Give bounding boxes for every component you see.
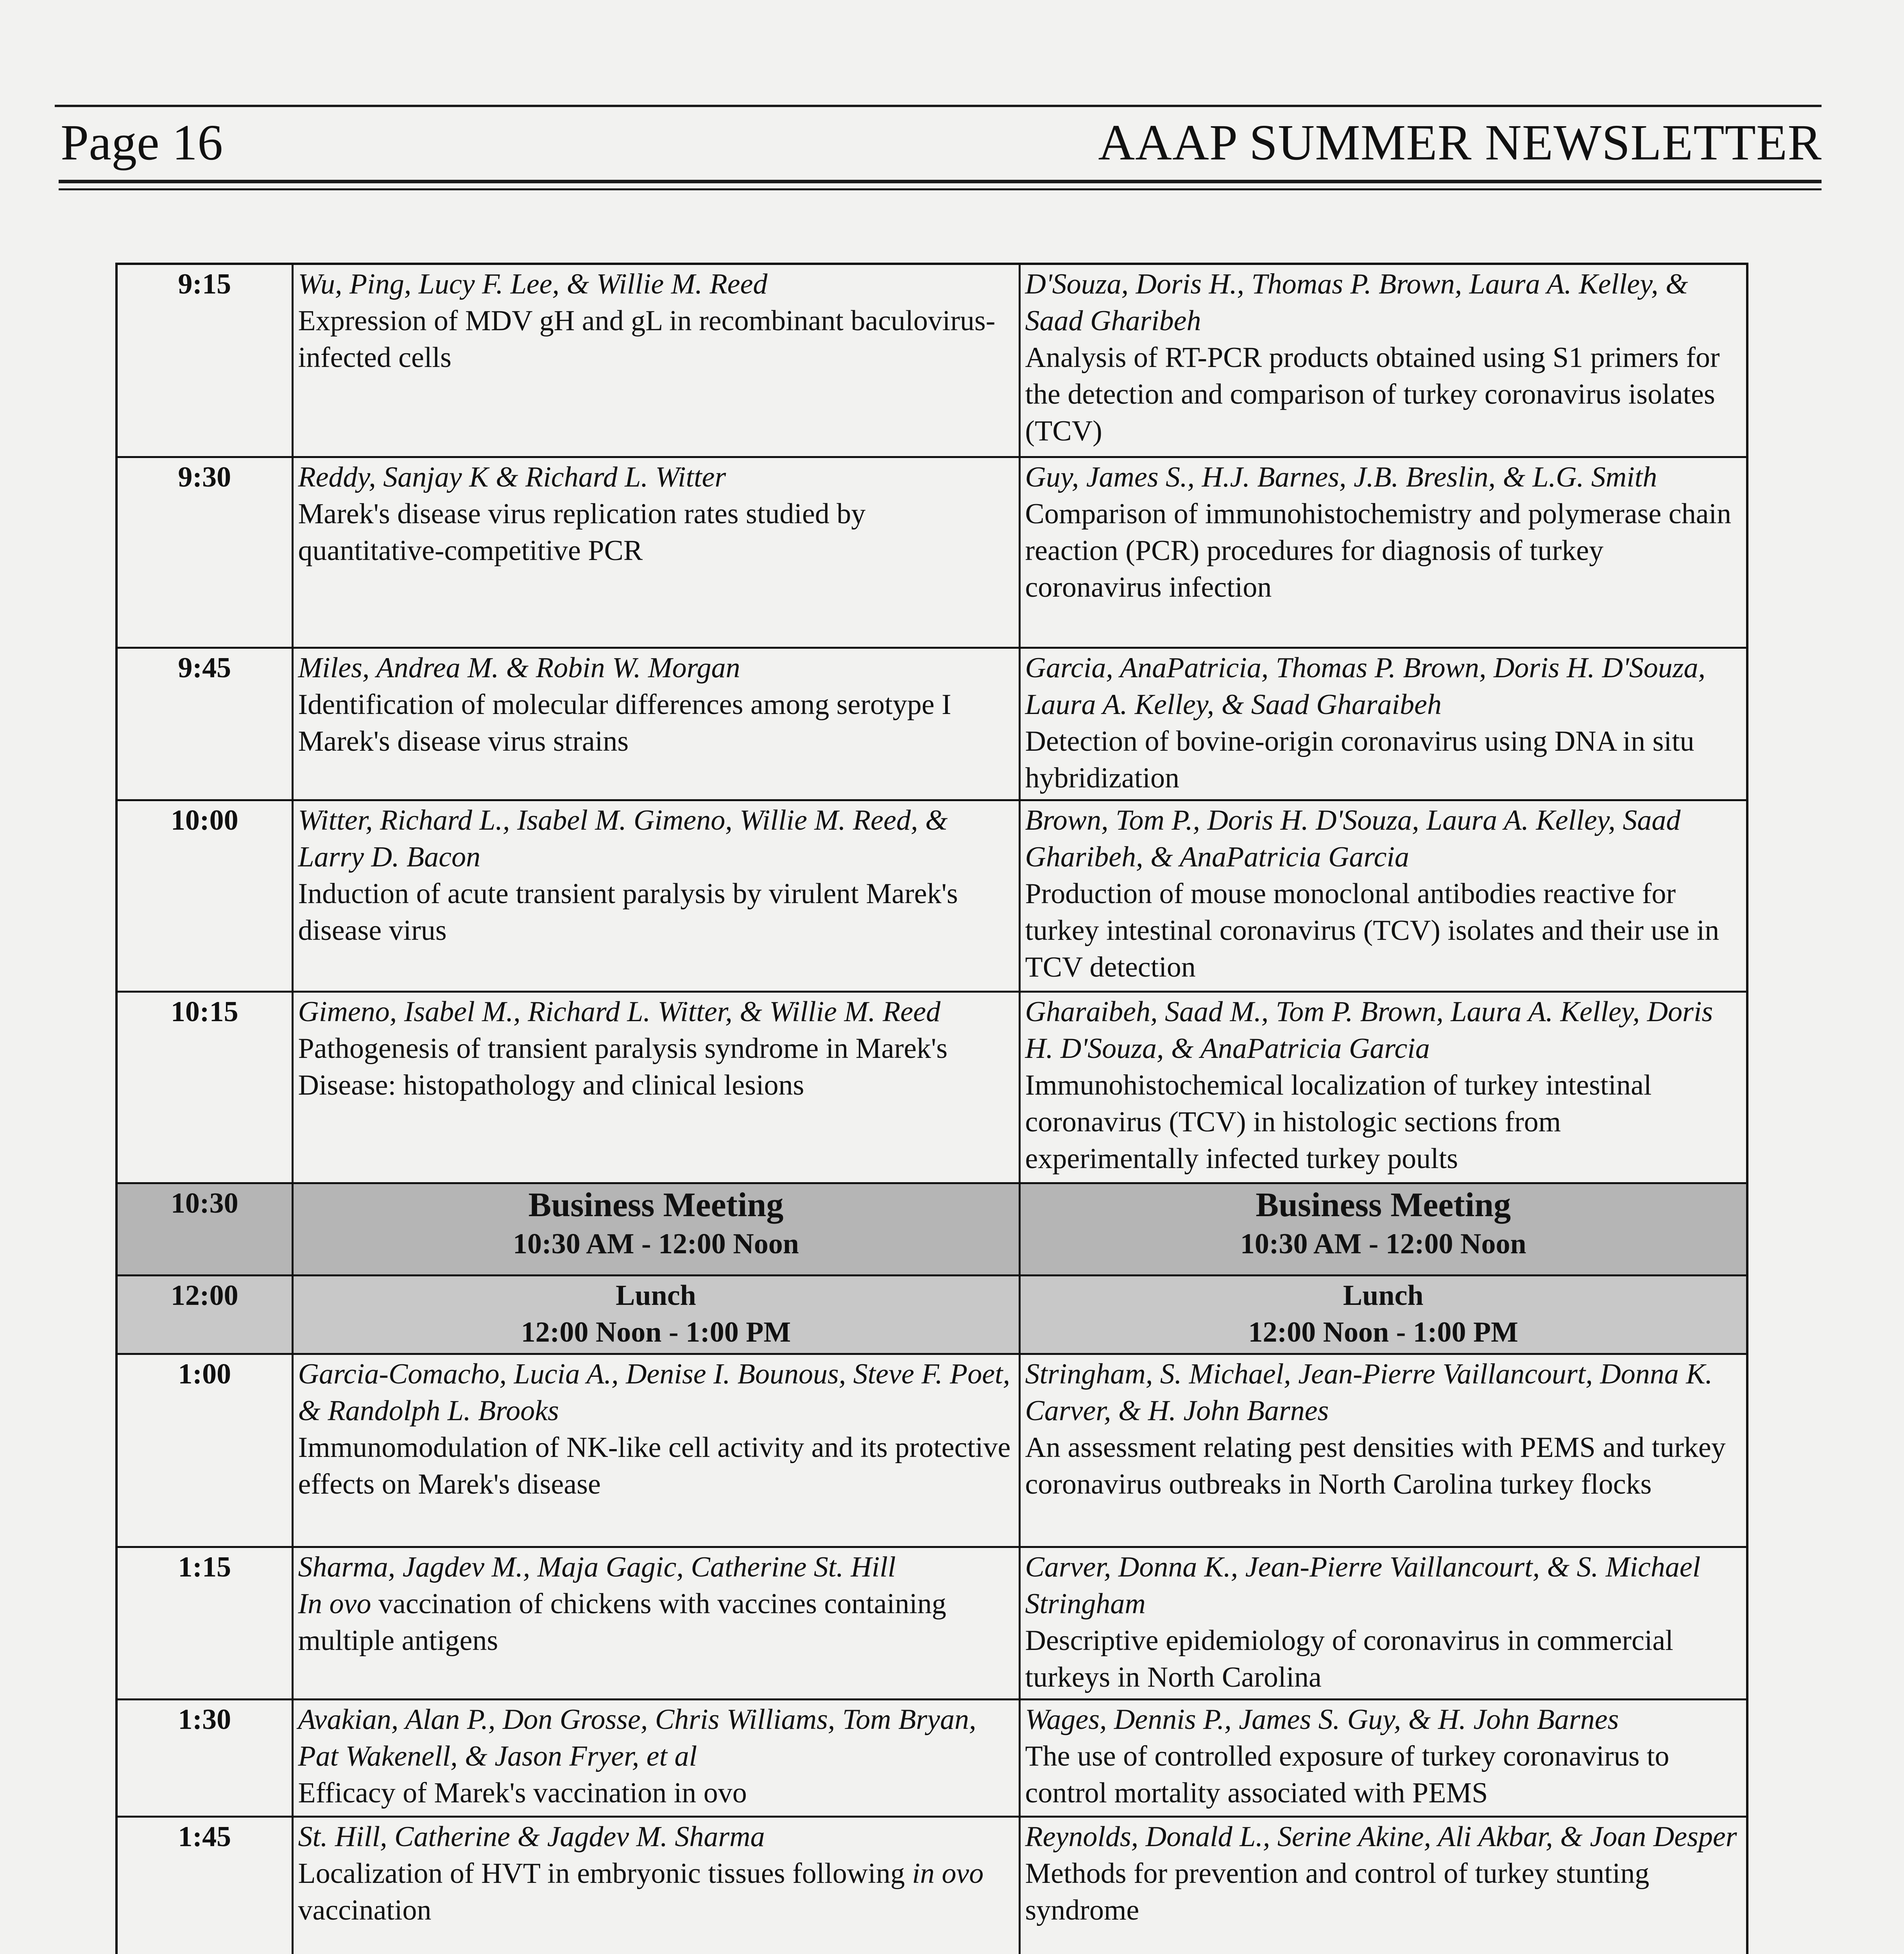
top-rule [55,105,1822,107]
session-b-cell [1019,1547,1747,1699]
session-b-cell [1019,264,1747,457]
session-a-cell [292,264,1019,457]
business-meeting-row [116,1183,1747,1275]
session-a-cell [292,1354,1019,1547]
paper-title: Immunohistochemical localization of turkey intestinal coronavirus (TCV) in histologic sections from experimentally infected turkey poults [1025,1069,1652,1175]
table-row [116,1699,1747,1816]
session-b-cell [1019,991,1747,1183]
event-title: Business Meeting [528,1186,784,1224]
lunch-row [116,1275,1747,1354]
time-cell: 9:15 [116,264,292,457]
time-cell: 10:30 [116,1183,292,1275]
paper-title: The use of controlled exposure of turkey coronavirus to control mortality associated with PEMS [1025,1740,1669,1809]
event-title: Lunch [1343,1279,1424,1312]
event-title: Lunch [616,1279,696,1312]
paper-title: Methods for prevention and control of turkey stunting syndrome [1025,1857,1650,1926]
paper-title [298,1855,1014,1929]
title-emphasis: in ovo [912,1857,984,1890]
authors: Miles, Andrea M. & Robin W. Morgan [298,651,740,684]
paper-title: Identification of molecular differences among serotype I Marek's disease virus strains [298,688,951,757]
table-row [116,800,1747,991]
authors: Wages, Dennis P., James S. Guy, & H. John Barnes [1025,1703,1619,1736]
newsletter-title: AAAP SUMMER NEWSLETTER [1098,115,1822,171]
event-hours: 12:00 Noon - 1:00 PM [1248,1316,1519,1348]
table-row [116,991,1747,1183]
paper-title: Detection of bovine-origin coronavirus using DNA in situ hybridization [1025,725,1694,794]
paper-title [298,1585,1014,1659]
title-rest: vaccination of chickens with vaccines containing multiple antigens [298,1587,946,1657]
authors: D'Souza, Doris H., Thomas P. Brown, Laura A. Kelley, & Saad Gharibeh [1025,268,1688,337]
time-cell: 10:00 [116,800,292,991]
paper-title: Analysis of RT-PCR products obtained using S1 primers for the detection and comparison of turkey coronavirus isolates (TCV) [1025,342,1720,447]
paper-title: An assessment relating pest densities with PEMS and turkey coronavirus outbreaks in North Carolina turkey flocks [1025,1431,1726,1500]
time-cell: 9:45 [116,648,292,800]
session-b-cell [1019,648,1747,800]
time-cell: 1:15 [116,1547,292,1699]
session-b-cell [1019,1354,1747,1547]
authors: Stringham, S. Michael, Jean-Pierre Vaillancourt, Donna K. Carver, & H. John Barnes [1025,1358,1713,1427]
authors: Witter, Richard L., Isabel M. Gimeno, Willie M. Reed, & Larry D. Bacon [298,804,948,873]
header-rule-thin [59,188,1822,190]
paper-title: Immunomodulation of NK-like cell activity and its protective effects on Marek's disease [298,1431,1011,1500]
lunch-cell-a [292,1275,1019,1354]
authors: Reynolds, Donald L., Serine Akine, Ali Akbar, & Joan Desper [1025,1820,1737,1853]
time-cell: 12:00 [116,1275,292,1354]
authors: Wu, Ping, Lucy F. Lee, & Willie M. Reed [298,268,768,300]
paper-title: Expression of MDV gH and gL in recombinant baculovirus-infected cells [298,305,996,374]
header-rule-thick [59,180,1822,183]
authors: Gharaibeh, Saad M., Tom P. Brown, Laura A. Kelley, Doris H. D'Souza, & AnaPatricia Garcia [1025,995,1713,1065]
title-emphasis: In ovo [298,1587,371,1620]
time-cell: 1:30 [116,1699,292,1816]
title-rest: vaccination [298,1894,432,1926]
session-b-cell [1019,457,1747,648]
time-cell: 10:15 [116,991,292,1183]
authors: Garcia, AnaPatricia, Thomas P. Brown, Doris H. D'Souza, Laura A. Kelley, & Saad Gharaibeh [1025,651,1706,721]
time-cell: 1:45 [116,1816,292,1954]
session-a-cell [292,1547,1019,1699]
session-a-cell [292,1699,1019,1816]
authors: Sharma, Jagdev M., Maja Gagic, Catherine St. Hill [298,1551,896,1583]
session-a-cell [292,648,1019,800]
business-meeting-cell-a [292,1183,1019,1275]
time-cell: 1:00 [116,1354,292,1547]
page-number: Page 16 [61,115,223,171]
paper-title: Pathogenesis of transient paralysis syndrome in Marek's Disease: histopathology and clinical lesions [298,1032,948,1101]
session-a-cell [292,1816,1019,1954]
authors: Gimeno, Isabel M., Richard L. Witter, & Willie M. Reed [298,995,941,1028]
session-a-cell [292,800,1019,991]
session-b-cell [1019,800,1747,991]
table-row [116,1354,1747,1547]
authors: Carver, Donna K., Jean-Pierre Vaillancourt, & S. Michael Stringham [1025,1551,1701,1620]
time-cell: 9:30 [116,457,292,648]
authors: Garcia-Comacho, Lucia A., Denise I. Bounous, Steve F. Poet, & Randolph L. Brooks [298,1358,1010,1427]
business-meeting-cell-b [1019,1183,1747,1275]
table-row [116,1816,1747,1954]
lunch-cell-b [1019,1275,1747,1354]
authors: St. Hill, Catherine & Jagdev M. Sharma [298,1820,765,1853]
paper-title: Efficacy of Marek's vaccination in ovo [298,1777,747,1809]
session-b-cell [1019,1699,1747,1816]
paper-title: Marek's disease virus replication rates studied by quantitative-competitive PCR [298,497,866,567]
table-row [116,457,1747,648]
table-row [116,1547,1747,1699]
event-hours: 10:30 AM - 12:00 Noon [513,1228,799,1260]
event-title: Business Meeting [1256,1186,1511,1224]
event-hours: 10:30 AM - 12:00 Noon [1240,1228,1526,1260]
table-row [116,648,1747,800]
session-a-cell [292,991,1019,1183]
authors: Avakian, Alan P., Don Grosse, Chris Williams, Tom Bryan, Pat Wakenell, & Jason Fryer, et al [298,1703,976,1772]
session-a-cell [292,457,1019,648]
title-start: Localization of HVT in embryonic tissues following [298,1857,912,1890]
paper-title: Production of mouse monoclonal antibodies reactive for turkey intestinal coronavirus (TCV) isolates and their use in TCV detection [1025,877,1720,983]
authors: Reddy, Sanjay K & Richard L. Witter [298,461,726,493]
paper-title: Comparison of immunohistochemistry and polymerase chain reaction (PCR) procedures for diagnosis of turkey coronavirus infection [1025,497,1731,603]
schedule-table [115,263,1748,1954]
session-b-cell [1019,1816,1747,1954]
table-row [116,264,1747,457]
authors: Guy, James S., H.J. Barnes, J.B. Breslin, & L.G. Smith [1025,461,1657,493]
paper-title: Descriptive epidemiology of coronavirus in commercial turkeys in North Carolina [1025,1624,1673,1693]
authors: Brown, Tom P., Doris H. D'Souza, Laura A. Kelley, Saad Gharibeh, & AnaPatricia Garcia [1025,804,1681,873]
paper-title: Induction of acute transient paralysis by virulent Marek's disease virus [298,877,958,947]
event-hours: 12:00 Noon - 1:00 PM [521,1316,791,1348]
